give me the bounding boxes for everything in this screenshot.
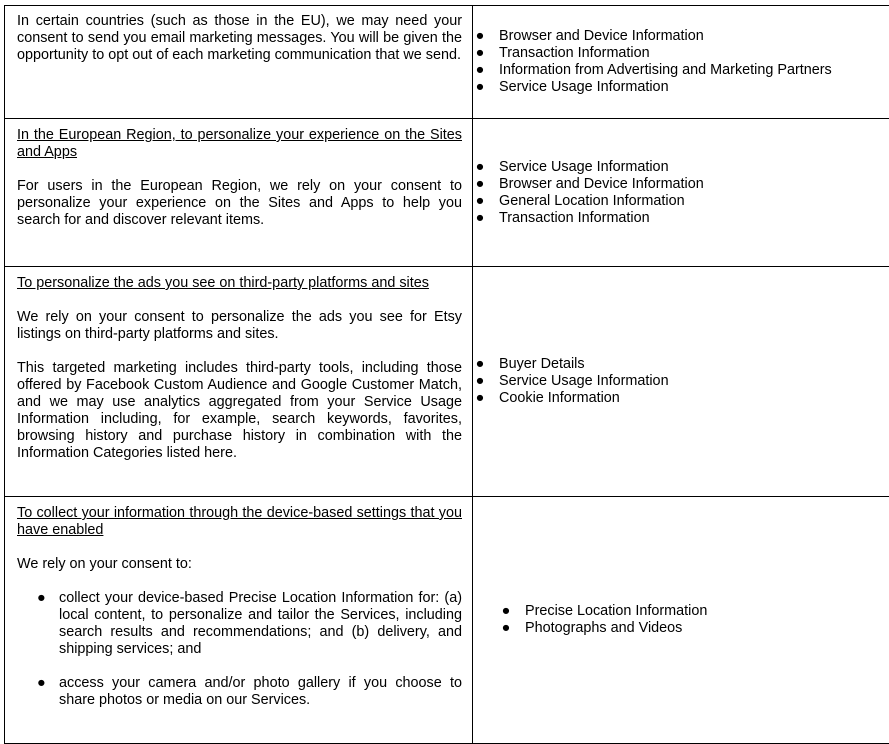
category-label: Transaction Information xyxy=(499,45,650,61)
bullet-icon: ● xyxy=(473,390,487,407)
list-item xyxy=(473,373,889,390)
table-row xyxy=(5,119,889,267)
list-item xyxy=(473,28,889,45)
list-item xyxy=(473,45,889,62)
purpose-text: We rely on your consent to personalize the ads you see for Etsy listings on third-party platforms and sites. xyxy=(17,309,462,343)
information-categories-list xyxy=(473,603,889,637)
bullet-icon: ● xyxy=(499,603,513,620)
bullet-icon: ● xyxy=(473,45,487,62)
purpose-cell xyxy=(5,119,473,267)
bullet-icon: ● xyxy=(473,79,487,96)
purpose-heading: To collect your information through the device-based settings that you have enabled xyxy=(17,505,462,539)
consent-purposes-table xyxy=(4,5,889,744)
bullet-icon: ● xyxy=(473,356,487,373)
list-item xyxy=(473,159,889,176)
information-categories-list xyxy=(473,28,889,96)
purpose-cell xyxy=(5,6,473,119)
category-label: Transaction Information xyxy=(499,210,650,226)
information-categories-cell xyxy=(473,497,889,744)
information-categories-cell xyxy=(473,119,889,267)
category-label: Browser and Device Information xyxy=(499,176,704,192)
category-label: Information from Advertising and Marketing Partners xyxy=(499,62,832,78)
list-item xyxy=(473,176,889,193)
consent-items-list xyxy=(17,590,462,709)
information-categories-list xyxy=(473,356,889,407)
category-label: Photographs and Videos xyxy=(525,620,682,636)
bullet-icon: ● xyxy=(37,590,49,607)
information-categories-list xyxy=(473,159,889,227)
list-item xyxy=(473,193,889,210)
purpose-text: In certain countries (such as those in the EU), we may need your consent to send you email marketing messages. You will be given the opportunity to opt out of each marketing communication that we send. xyxy=(17,13,462,64)
consent-item-text: access your camera and/or photo gallery if you choose to share photos or media on our Services. xyxy=(59,675,462,708)
category-label: Service Usage Information xyxy=(499,159,669,175)
category-label: Browser and Device Information xyxy=(499,28,704,44)
consent-item-text: collect your device-based Precise Location Information for: (a) local content, to personalize and tailor the Services, including search results and recommendations; and (b) delivery, and shipping services; and xyxy=(59,590,462,657)
purpose-cell xyxy=(5,497,473,744)
bullet-icon: ● xyxy=(499,620,513,637)
purpose-heading: In the European Region, to personalize your experience on the Sites and Apps xyxy=(17,127,462,161)
purpose-text: This targeted marketing includes third-party tools, including those offered by Facebook Custom Audience and Google Customer Match, and we may use analytics aggregated from your Service Usage Information including, for example, search keywords, favorites, browsing history and purchase history in combination with the Information Categories listed here. xyxy=(17,360,462,462)
category-label: Service Usage Information xyxy=(499,373,669,389)
category-label: Buyer Details xyxy=(499,356,585,372)
table-row xyxy=(5,497,889,744)
category-label: General Location Information xyxy=(499,193,685,209)
list-item xyxy=(499,620,889,637)
list-item xyxy=(499,603,889,620)
list-item xyxy=(473,62,889,79)
category-label: Precise Location Information xyxy=(525,603,707,619)
purpose-text: For users in the European Region, we rely on your consent to personalize your experience on the Sites and Apps to help you search for and discover relevant items. xyxy=(17,178,462,229)
bullet-icon: ● xyxy=(473,62,487,79)
bullet-icon: ● xyxy=(473,193,487,210)
list-item xyxy=(473,79,889,96)
bullet-icon: ● xyxy=(473,159,487,176)
list-item xyxy=(37,590,462,658)
table-row xyxy=(5,267,889,497)
table-row xyxy=(5,6,889,119)
information-categories-cell xyxy=(473,6,889,119)
bullet-icon: ● xyxy=(37,675,49,692)
purpose-text: We rely on your consent to: xyxy=(17,556,462,573)
list-item xyxy=(473,210,889,227)
bullet-icon: ● xyxy=(473,210,487,227)
list-item xyxy=(473,356,889,373)
bullet-icon: ● xyxy=(473,176,487,193)
list-item xyxy=(473,390,889,407)
list-item xyxy=(37,675,462,709)
purpose-cell xyxy=(5,267,473,497)
purpose-heading: To personalize the ads you see on third-party platforms and sites xyxy=(17,275,462,292)
information-categories-cell xyxy=(473,267,889,497)
category-label: Cookie Information xyxy=(499,390,620,406)
bullet-icon: ● xyxy=(473,28,487,45)
category-label: Service Usage Information xyxy=(499,79,669,95)
bullet-icon: ● xyxy=(473,373,487,390)
